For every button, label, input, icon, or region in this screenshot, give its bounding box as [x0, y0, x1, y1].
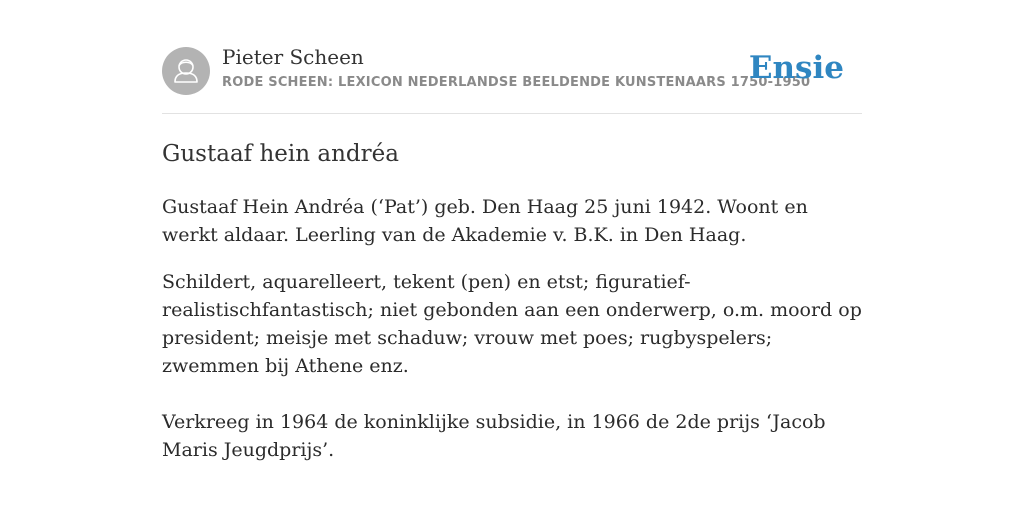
entry-header: [162, 38, 862, 114]
entry-card: [162, 38, 862, 464]
ensie-logo[interactable]: Ensie: [748, 50, 844, 86]
user-avatar-icon[interactable]: [162, 47, 210, 95]
author-name[interactable]: Pieter Scheen: [222, 45, 364, 69]
entry-paragraph: Verkreeg in 1964 de koninklijke subsidie, in 1966 de 2de prijs ‘Jacob Maris Jeugdprijs’.: [162, 411, 826, 461]
entry-paragraph: Schildert, aquarelleert, tekent (pen) en etst; figuratief-realistischfantastisch; niet gebonden aan een onderwerp, o.m. moord op president; meisje met schaduw; vrouw met poes; rugbyspelers; zwemmen bij Athene enz.: [162, 271, 862, 377]
source-title[interactable]: RODE SCHEEN: LEXICON NEDERLANDSE BEELDENDE KUNSTENAARS 1750-1950: [222, 75, 811, 90]
entry-paragraph: Gustaaf Hein Andréa (‘Pat’) geb. Den Haag 25 juni 1942. Woont en werkt aldaar. Leerling van de Akademie v. B.K. in Den Haag.: [162, 196, 808, 246]
entry-title: Gustaaf hein andréa: [162, 141, 399, 167]
